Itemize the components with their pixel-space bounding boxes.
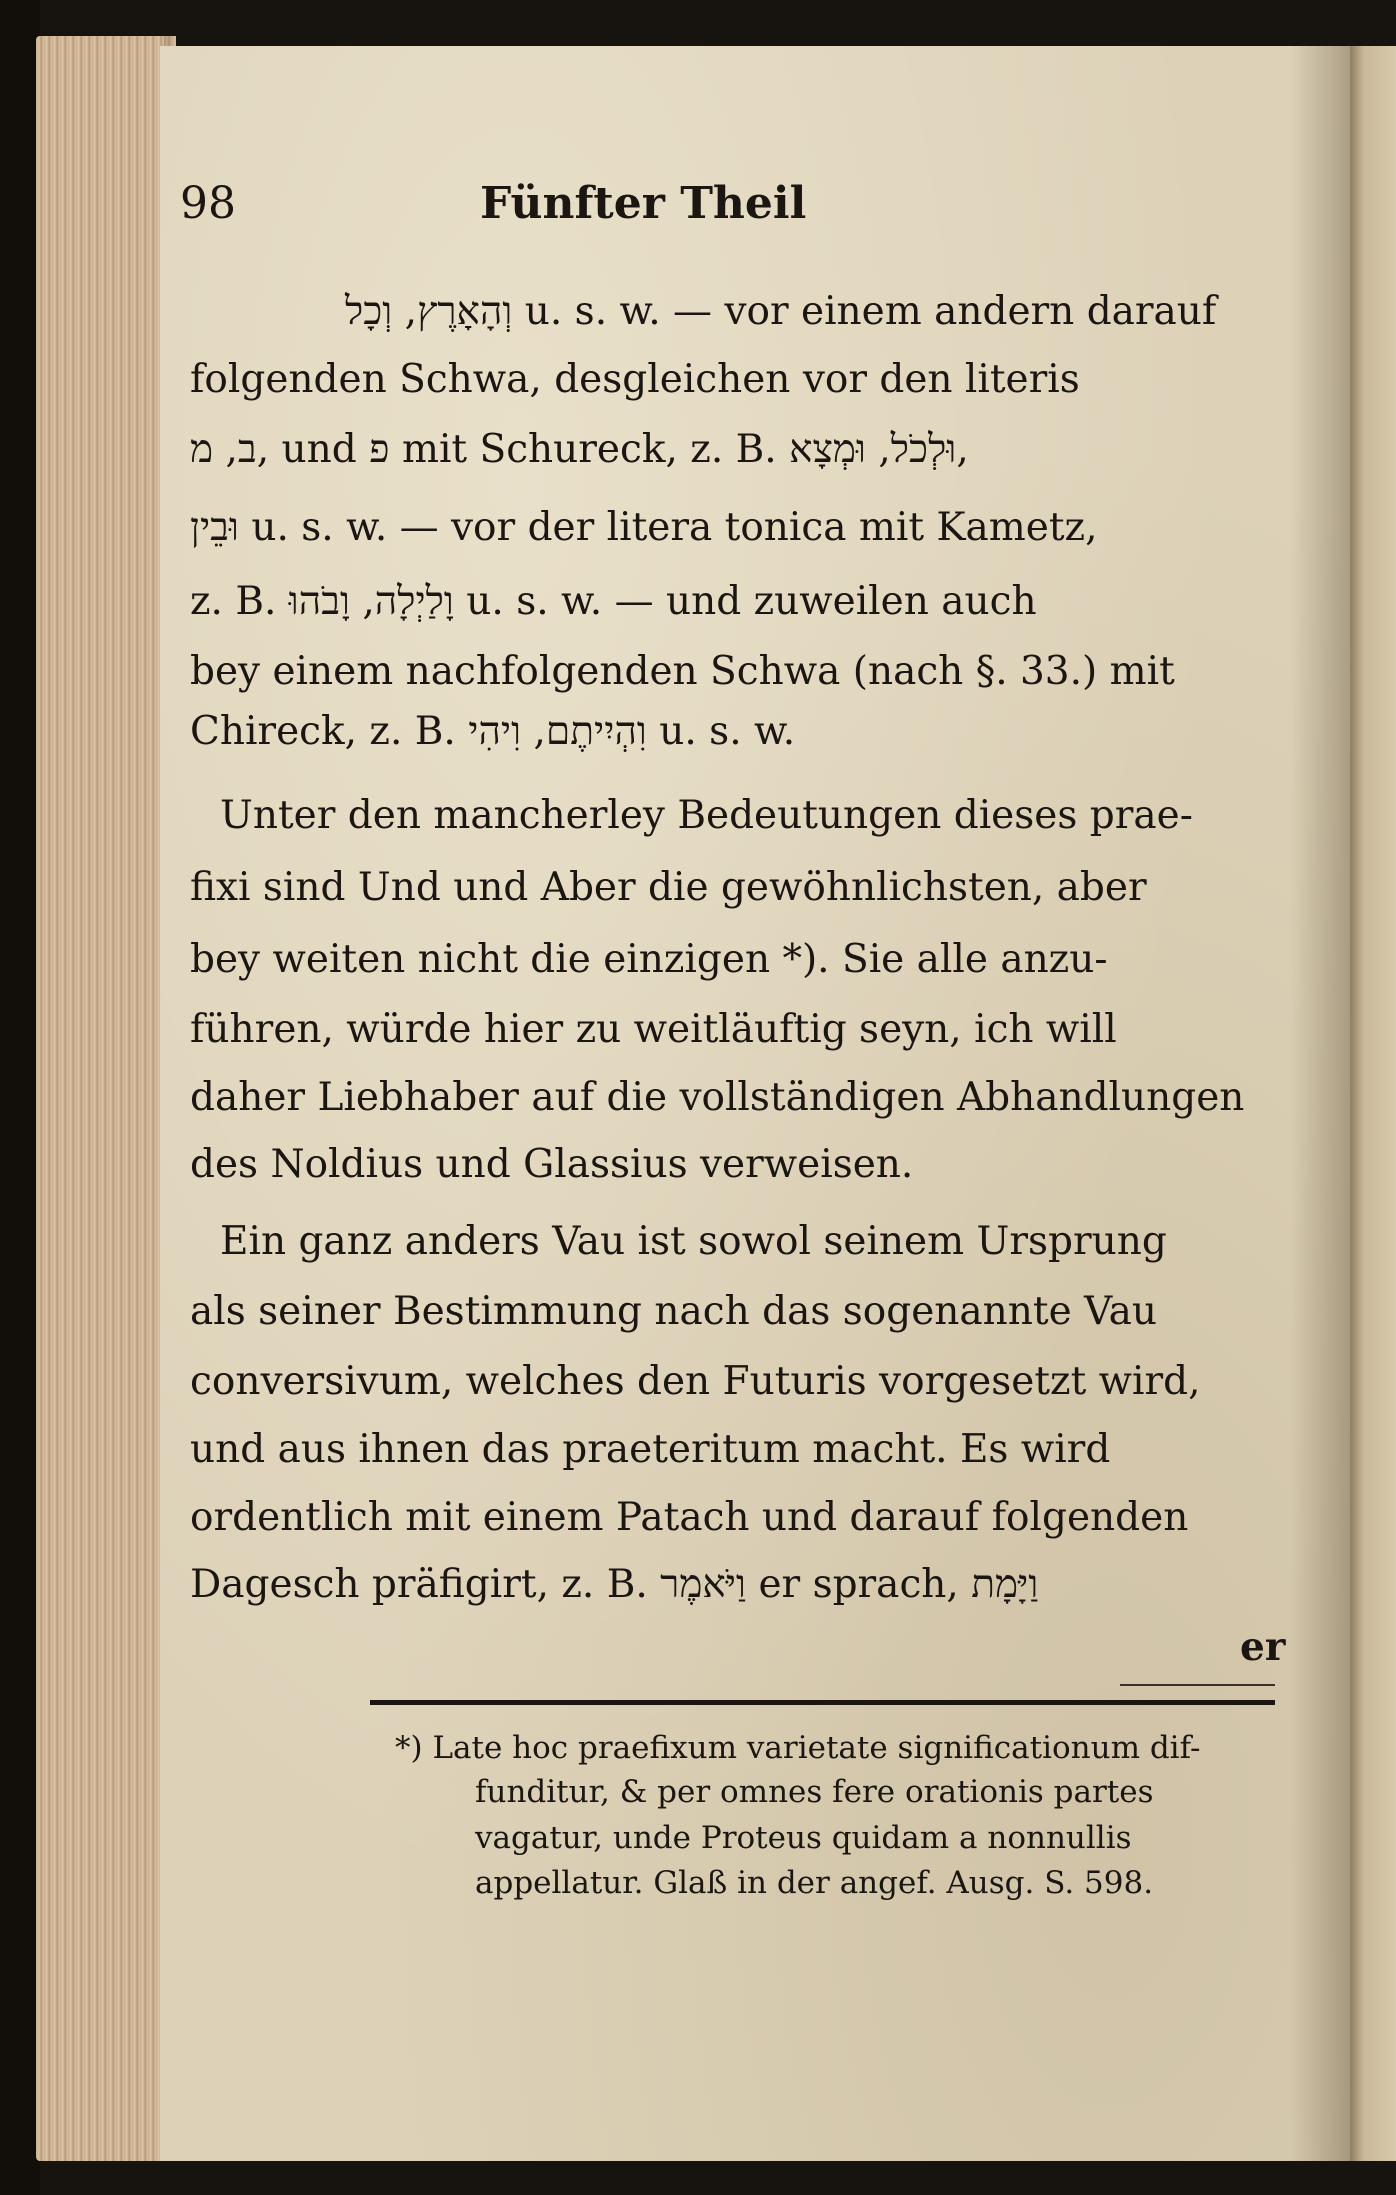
gutter-shadow: [1290, 46, 1350, 2161]
page-header: [180, 178, 1020, 258]
body-line: וּבֵין u. s. w. — vor der litera tonica mit Kametz,: [190, 505, 1098, 550]
body-line: und aus ihnen das praeteritum macht. Es wird: [190, 1427, 1111, 1472]
footnote-rule: [370, 1700, 1275, 1705]
body-line: daher Liebhaber auf die vollständigen Abhandlungen: [190, 1075, 1245, 1120]
page-edges: [36, 36, 176, 2161]
body-line: bey weiten nicht die einzigen *). Sie alle anzu-: [190, 937, 1108, 982]
body-line: Dagesch präfigirt, z. B. וַיֹּאמֶר er sprach, וַיָּמָת: [190, 1562, 1039, 1607]
footnote-line: *) Late hoc praefixum varietate significationum dif-: [395, 1730, 1201, 1766]
body-line: führen, würde hier zu weitläuftig seyn, ich will: [190, 1007, 1117, 1052]
body-line: ordentlich mit einem Patach und darauf folgenden: [190, 1495, 1189, 1540]
footnote-line: appellatur. Glaß in der angef. Ausg. S. 598.: [475, 1865, 1154, 1901]
body-line: bey einem nachfolgenden Schwa (nach §. 33.) mit: [190, 649, 1175, 694]
body-line: folgenden Schwa, desgleichen vor den literis: [190, 357, 1080, 402]
body-line: fixi sind Und und Aber die gewöhnlichsten, aber: [190, 865, 1147, 910]
body-line: וְהָאָרֶץ, וְכָל u. s. w. — vor einem andern darauf: [345, 289, 1217, 334]
body-line: conversivum, welches den Futuris vorgesetzt wird,: [190, 1359, 1201, 1404]
facing-page-edge: [1350, 46, 1396, 2161]
body-line: ב, מ, und פ mit Schureck, z. B. וּלְכֹל, וּמְצָא,: [190, 427, 969, 472]
running-title: Fünfter Theil: [480, 178, 807, 229]
body-line: als seiner Bestimmung nach das sogenannte Vau: [190, 1289, 1158, 1334]
body-line: des Noldius und Glassius verweisen.: [190, 1142, 914, 1187]
scan-background: [0, 0, 40, 2195]
body-line: Chireck, z. B. וִהְיִיתֶם, וִיהִי u. s. w.: [190, 709, 796, 754]
body-line: Ein ganz anders Vau ist sowol seinem Ursprung: [220, 1219, 1167, 1264]
catchword: er: [1240, 1624, 1286, 1670]
footnote-line: vagatur, unde Proteus quidam a nonnullis: [475, 1820, 1132, 1856]
body-line: Unter den mancherley Bedeutungen dieses prae-: [220, 793, 1193, 838]
body-line: z. B. וָלַיְלָה, וָבֹהוּ u. s. w. — und zuweilen auch: [190, 579, 1037, 624]
page-number: 98: [180, 178, 236, 229]
footnote-rule-short: [1120, 1684, 1275, 1686]
footnote-line: funditur, & per omnes fere orationis partes: [475, 1774, 1154, 1810]
